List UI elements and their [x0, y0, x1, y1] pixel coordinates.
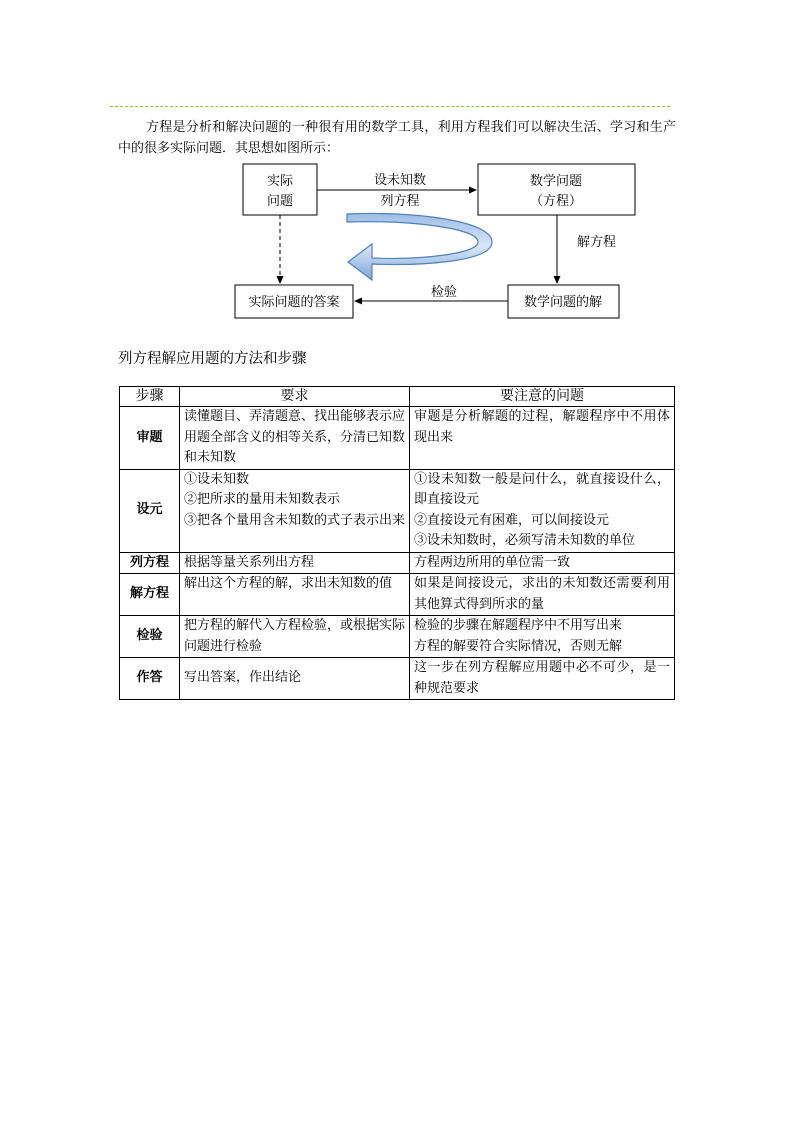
- header-notes: 要注意的问题: [410, 387, 675, 407]
- note-line: 方程两边所用的单位需一致: [414, 554, 571, 570]
- note-line: ②直接设元有困难，可以间接设元: [414, 512, 610, 528]
- requirement-line: 写出答案，作出结论: [184, 670, 302, 686]
- note-line: 如果是间接设元，求出的未知数还需要利用其他算式得到所求的量: [414, 576, 670, 612]
- section-title: 列方程解应用题的方法和步骤: [118, 351, 307, 367]
- requirement-line: ①设未知数: [184, 471, 250, 487]
- step-requirement: [180, 407, 410, 470]
- note-line: 方程的解要符合实际情况，否则无解: [414, 638, 623, 654]
- box-real-problem-line2: 问题: [266, 194, 294, 209]
- table-row: [120, 658, 675, 700]
- note-line: 这一步在列方程解应用题中必不可少，是一种规范要求: [414, 660, 670, 696]
- box-math-problem-line1: 数学问题: [529, 174, 583, 189]
- header-requirement: 要求: [180, 387, 410, 407]
- box-math-problem-line2: （方程）: [529, 194, 583, 209]
- arrow-label-solve: 解方程: [577, 235, 617, 250]
- requirement-line: 把方程的解代入方程检验，或根据实际问题进行检验: [184, 618, 406, 654]
- step-requirement: [180, 552, 410, 574]
- requirement-line: ③把各个量用含未知数的式子表示出来: [184, 512, 406, 528]
- step-requirement: [180, 658, 410, 700]
- note-line: ③设未知数时，必须写清未知数的单位: [414, 533, 636, 548]
- intro-paragraph: 方程是分析和解决问题的一种很有用的数学工具，利用方程我们可以解决生活、学习和生产中的很多实际问题．其思想如图所示：: [118, 120, 676, 156]
- step-requirement: [180, 616, 410, 658]
- arrow-label-form-equation: 列方程: [380, 194, 420, 209]
- table-row: [120, 616, 675, 658]
- step-notes: [410, 407, 675, 470]
- step-notes: [410, 574, 675, 616]
- step-name: 列方程: [120, 552, 180, 574]
- note-line: ①设未知数一般是问什么，就直接设什么，即直接设元: [414, 471, 670, 507]
- note-line: 审题是分析解题的过程，解题程序中不用体现出来: [414, 409, 670, 445]
- header-step: 步骤: [120, 387, 180, 407]
- requirement-line: 根据等量关系列出方程: [184, 554, 315, 570]
- box-real-answer-label: 实际问题的答案: [248, 295, 340, 310]
- step-notes: [410, 616, 675, 658]
- step-name: 检验: [120, 616, 180, 658]
- requirement-line: 解出这个方程的解，求出未知数的值: [184, 576, 393, 591]
- step-name: 解方程: [120, 574, 180, 616]
- step-notes: [410, 552, 675, 574]
- requirement-line: 读懂题目、弄清题意、找出能够表示应用题全部含义的相等关系，分清已知数和未知数: [184, 409, 406, 465]
- arrow-label-check: 检验: [430, 285, 458, 300]
- table-row: [120, 552, 675, 574]
- step-name: 设元: [120, 469, 180, 552]
- step-requirement: [180, 574, 410, 616]
- step-name: 作答: [120, 658, 180, 700]
- curved-return-arrow-icon: [347, 213, 492, 280]
- thinking-diagram: [0, 0, 793, 340]
- table-row: [120, 574, 675, 616]
- box-math-solution-label: 数学问题的解: [523, 295, 603, 310]
- requirement-line: ②把所求的量用未知数表示: [184, 492, 341, 507]
- steps-table: [119, 386, 675, 700]
- step-notes: [410, 658, 675, 700]
- box-real-problem-line1: 实际: [266, 174, 294, 189]
- step-name: 审题: [120, 407, 180, 470]
- table-row: [120, 469, 675, 552]
- step-notes: [410, 469, 675, 552]
- step-requirement: [180, 469, 410, 552]
- table-row: [120, 407, 675, 470]
- note-line: 检验的步骤在解题程序中不用写出来: [414, 618, 623, 633]
- table-header-row: [120, 387, 675, 407]
- arrow-label-set-unknown: 设未知数: [373, 173, 427, 188]
